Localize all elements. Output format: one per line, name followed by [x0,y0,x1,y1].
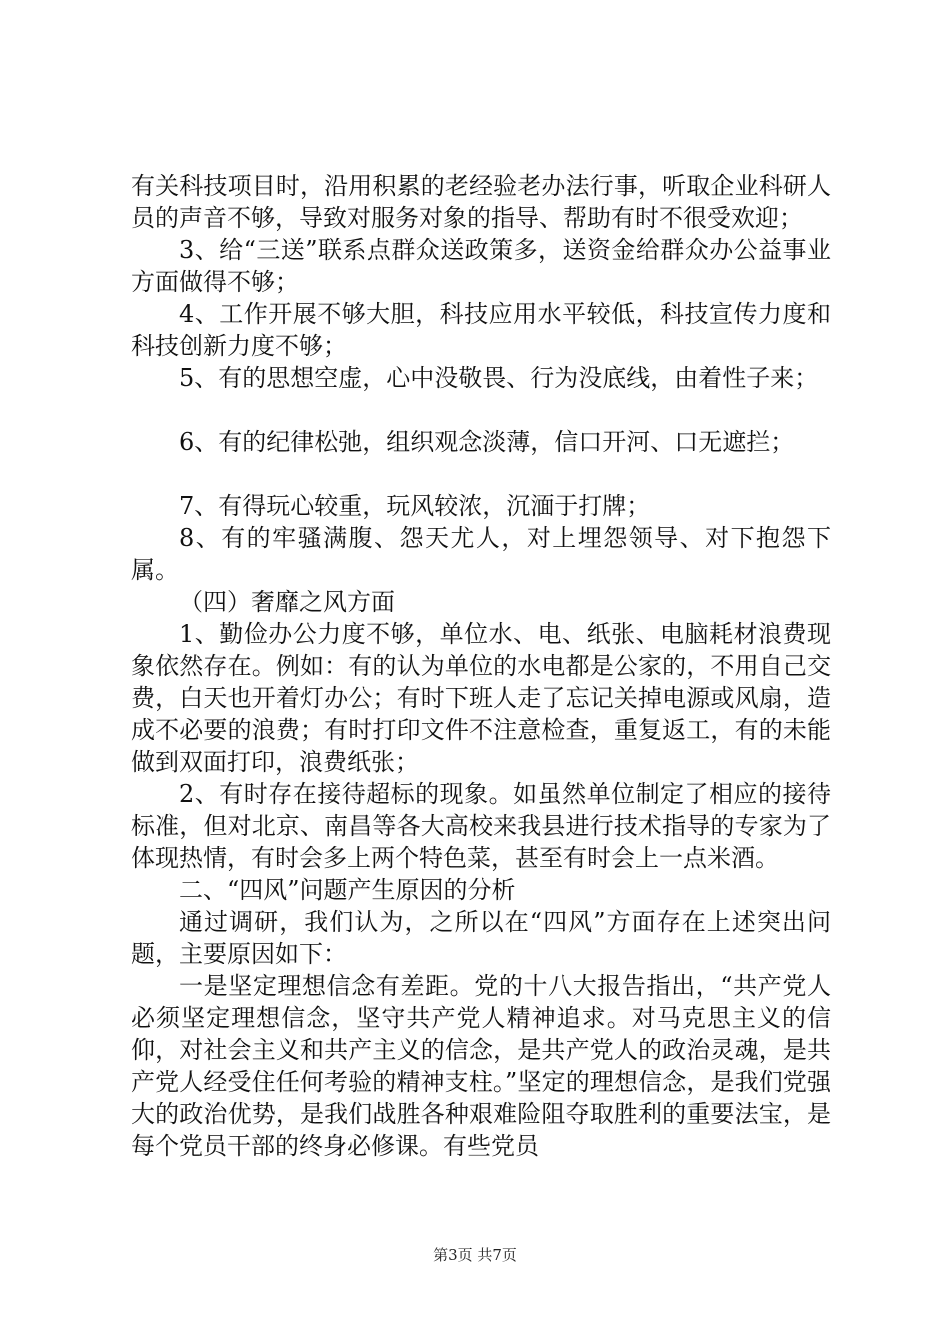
list-item-4: 4、工作开展不够大胆，科技应用水平较低，科技宣传力度和科技创新力度不够； [131,300,831,360]
document-body [131,170,831,1162]
list-item-7: 7、有得玩心较重，玩风较浓，沉湎于打牌； [179,492,651,520]
section-heading-causes: 二、“四风”问题产生原因的分析 [179,876,516,904]
causes-intro: 通过调研，我们认为，之所以在“四风”方面存在上述突出问题，主要原因如下： [131,908,831,968]
list-item-3: 3、给“三送”联系点群众送政策多，送资金给群众办公益事业方面做得不够； [131,236,831,296]
extravagance-item-2: 2、有时存在接待超标的现象。如虽然单位制定了相应的接待标准，但对北京、南昌等各大高校来我县进行技术指导的专家为了体现热情，有时会多上两个特色菜，甚至有时会上一点米酒。 [131,780,831,872]
list-item-8: 8、有的牢骚满腹、怨天尤人，对上埋怨领导、对下抱怨下属。 [131,524,831,584]
list-item-6: 6、有的纪律松弛，组织观念淡薄，信口开河、口无遮拦； [179,428,795,456]
cause-one: 一是坚定理想信念有差距。党的十八大报告指出，“共产党人必须坚定理想信念，坚守共产党人精神追求。对马克思主义的信仰，对社会主义和共产主义的信念，是共产党人的政治灵魂，是共产党人经受住任何考验的精神支柱。”坚定的理想信念，是我们党强大的政治优势，是我们战胜各种艰难险阻夺取胜利的重要法宝，是每个党员干部的终身必修课。有些党员 [131,972,831,1160]
paragraph-continuation: 有关科技项目时，沿用积累的老经验老办法行事，听取企业科研人员的声音不够，导致对服务对象的指导、帮助有时不很受欢迎； [131,172,831,232]
section-heading-extravagance: （四）奢靡之风方面 [179,588,395,616]
page-number-footer: 第3页 共7页 [433,1246,517,1264]
list-item-5: 5、有的思想空虚，心中没敬畏、行为没底线，由着性子来； [179,364,819,392]
extravagance-item-1: 1、勤俭办公力度不够，单位水、电、纸张、电脑耗材浪费现象依然存在。例如：有的认为单位的水电都是公家的，不用自己交费，白天也开着灯办公；有时下班人走了忘记关掉电源或风扇，造成不必要的浪费；有时打印文件不注意检查，重复返工，有的未能做到双面打印，浪费纸张； [131,620,831,776]
